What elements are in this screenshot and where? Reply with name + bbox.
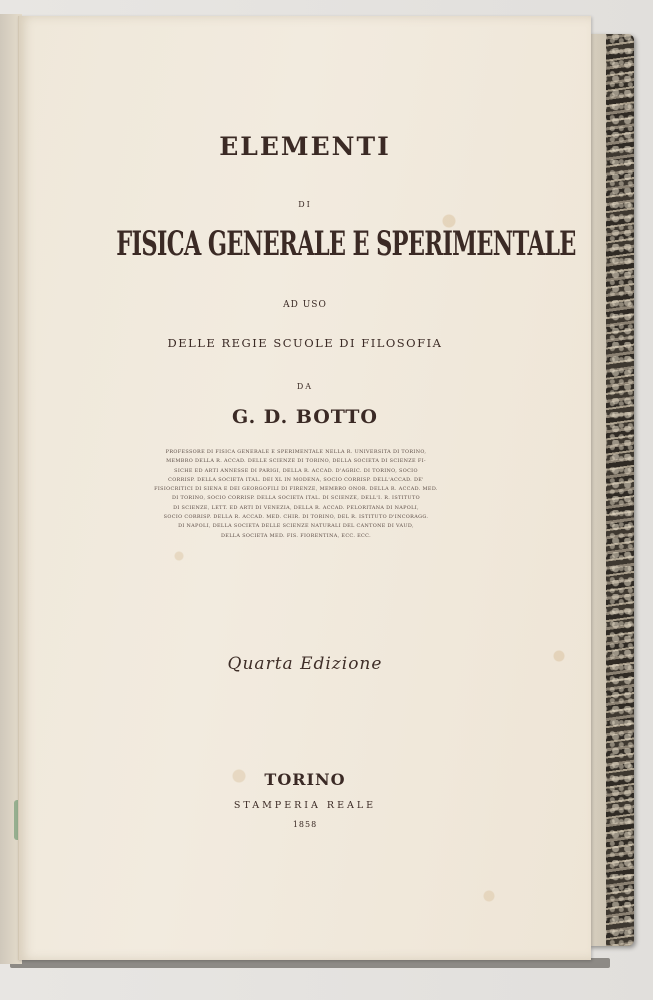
credential-line: SICHE ED ARTI ANNESSE DI PARIGI, DELLA R. ACCAD. D'AGRIC. DI TORINO, SOCIO	[174, 467, 418, 474]
purpose-line: AD USO	[283, 300, 327, 310]
credential-line: CORRISP. DELLA SOCIETA ITAL. DEI XL IN MODENA, SOCIO CORRISP. DELL'ACCAD. DE'	[168, 476, 424, 483]
edition-handwritten: Quarta Edizione	[227, 654, 383, 674]
credential-line: DI NAPOLI, DELLA SOCIETA DELLE SCIENZE NATURALI DEL CANTONE DI VAUD,	[178, 523, 414, 530]
credential-line: FISIOCRITICI DI SIENA E DEI GEORGOFILI DI FIRENZE, MEMBRO ONOR. DELLA R. ACCAD. MED.	[154, 486, 438, 493]
audience-line: DELLE REGIE SCUOLE DI FILOSOFIA	[167, 336, 443, 350]
title-connector: DI	[298, 200, 312, 209]
credential-line: PROFESSORE DI FISICA GENERALE E SPERIMENTALE NELLA R. UNIVERSITA DI TORINO,	[165, 449, 427, 455]
title-page	[18, 16, 591, 960]
publisher: STAMPERIA REALE	[233, 800, 377, 811]
book-title: ELEMENTI	[219, 132, 391, 161]
credential-line: DELLA SOCIETA MED. FIS. FIORENTINA, ECC. ECC.	[221, 532, 371, 539]
author-connector: DA	[296, 382, 314, 391]
credential-line: MEMBRO DELLA R. ACCAD. DELLE SCIENZE DI TORINO, DELLA SOCIETA DI SCIENZE FI-	[166, 458, 426, 465]
book-subject: FISICA GENERALE E SPERIMENTALE	[116, 224, 576, 264]
credential-line: DI TORINO, SOCIO CORRISP. DELLA SOCIETA ITAL. DI SCIENZE, DELL'I. R. ISTITUTO	[172, 495, 420, 502]
credential-line: SOCIO CORRISP. DELLA R. ACCAD. MED. CHIR. DI TORINO, DEL R. ISTITUTO D'INCORAGG.	[163, 514, 429, 521]
author-name: G. D. BOTTO	[232, 406, 378, 428]
publication-year: 1858	[292, 820, 318, 829]
publication-city: TORINO	[264, 770, 346, 789]
author-credentials	[103, 448, 489, 541]
credential-line: DI SCIENZE, LETT. ED ARTI DI VENEZIA, DELLA R. ACCAD. PELORITANA DI NAPOLI,	[173, 504, 419, 511]
